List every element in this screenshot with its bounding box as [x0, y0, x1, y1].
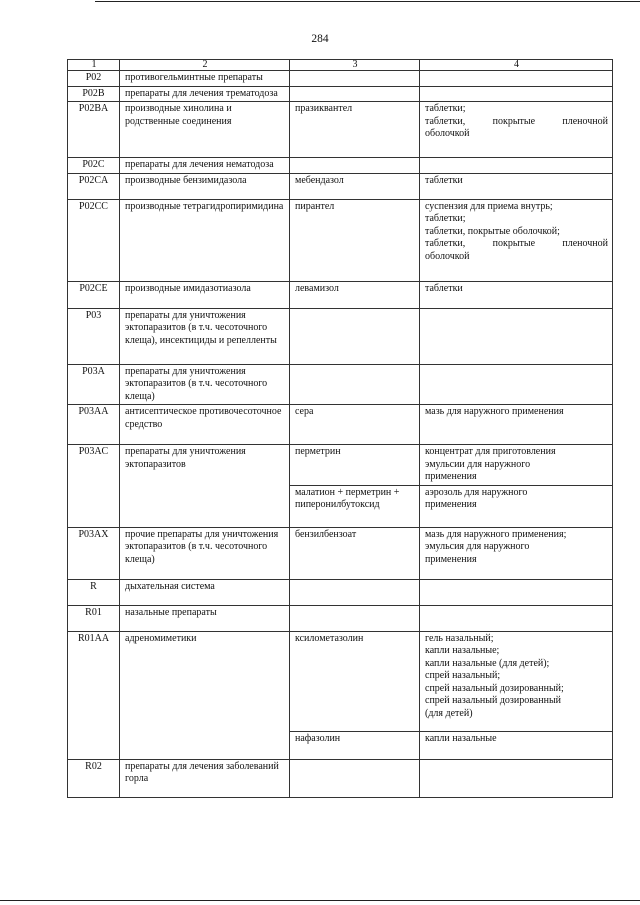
- dosage-forms: [420, 527, 613, 579]
- dosage-form: оболочкой: [425, 128, 470, 139]
- dosage-form: применения: [425, 471, 477, 482]
- dosage-form: гель назальный;: [425, 632, 494, 644]
- dosage-form: таблетки, покрытые пленочной: [425, 238, 608, 249]
- substance: [290, 71, 420, 87]
- column-number-3: 3: [290, 60, 420, 71]
- substance: [290, 308, 420, 364]
- table-row: [68, 579, 613, 605]
- dosage-form: применения: [425, 499, 477, 510]
- atc-group: препараты для лечения нематодоза: [120, 158, 290, 174]
- dosage-forms: [420, 631, 613, 731]
- atc-code: P02CA: [68, 173, 120, 199]
- column-number-2: 2: [120, 60, 290, 71]
- atc-group: назальные препараты: [120, 605, 290, 631]
- dosage-forms: [420, 308, 613, 364]
- dosage-form: спрей назальный дозированный;: [425, 682, 564, 694]
- dosage-form: эмульсия для наружного: [425, 541, 530, 552]
- column-number-4: 4: [420, 60, 613, 71]
- substance: [290, 158, 420, 174]
- dosage-form: применения: [425, 553, 477, 565]
- atc-code: R01: [68, 605, 120, 631]
- substance: нафазолин: [290, 731, 420, 759]
- dosage-forms: [420, 71, 613, 87]
- atc-code: P03AC: [68, 445, 120, 528]
- table-row: [68, 759, 613, 797]
- dosage-forms: [420, 364, 613, 405]
- atc-code: R: [68, 579, 120, 605]
- table-row: [68, 158, 613, 174]
- dosage-forms: [420, 199, 613, 281]
- scan-edge-line-top: [95, 1, 640, 2]
- table-row: [68, 308, 613, 364]
- dosage-form: таблетки, покрытые оболочкой;: [425, 225, 560, 237]
- dosage-forms: [420, 759, 613, 797]
- dosage-forms: [420, 405, 613, 445]
- atc-group: препараты для уничтожения эктопаразитов: [120, 445, 290, 528]
- atc-group: производные тетрагидропиримидина: [120, 199, 290, 281]
- dosage-form: аэрозоль для наружного: [425, 486, 528, 498]
- atc-group: производные бензимидазола: [120, 173, 290, 199]
- dosage-form: капли назальные: [425, 732, 497, 744]
- dosage-form: эмульсии для наружного: [425, 458, 531, 470]
- table-row: [68, 281, 613, 308]
- atc-code: P02CC: [68, 199, 120, 281]
- dosage-form: капли назальные (для детей);: [425, 657, 550, 669]
- atc-code: P02B: [68, 86, 120, 102]
- atc-group: препараты для уничтожения эктопаразитов (в т.ч. чесоточного клеща): [120, 364, 290, 405]
- dosage-form: таблетки, покрытые пленочной: [425, 115, 608, 127]
- atc-code: P02CE: [68, 281, 120, 308]
- substance: [290, 759, 420, 797]
- table-row: [68, 102, 613, 158]
- substance: [290, 579, 420, 605]
- dosage-forms: [420, 445, 613, 486]
- substance: сера: [290, 405, 420, 445]
- atc-code: R02: [68, 759, 120, 797]
- dosage-forms: [420, 102, 613, 158]
- substance: пирантел: [290, 199, 420, 281]
- atc-code: P03: [68, 308, 120, 364]
- atc-group: препараты для лечения заболеваний горла: [120, 759, 290, 797]
- scan-edge-line-bottom: [0, 900, 640, 901]
- atc-code: P03AX: [68, 527, 120, 579]
- dosage-forms: [420, 158, 613, 174]
- substance: празиквантел: [290, 102, 420, 158]
- substance: [290, 364, 420, 405]
- dosage-form: капли назальные;: [425, 645, 500, 656]
- atc-group: адреномиметики: [120, 631, 290, 759]
- atc-code: P03A: [68, 364, 120, 405]
- dosage-form: (для детей): [425, 707, 473, 719]
- atc-group: производные хинолина и родственные соединения: [120, 102, 290, 158]
- medicines-table: [67, 59, 613, 798]
- atc-group: препараты для лечения трематодоза: [120, 86, 290, 102]
- substance: малатион + перметрин + пиперонилбутоксид: [290, 485, 420, 527]
- atc-code: R01AA: [68, 631, 120, 759]
- table-row: [68, 605, 613, 631]
- substance: левамизол: [290, 281, 420, 308]
- dosage-form: концентрат для приготовления: [425, 446, 556, 457]
- dosage-forms: [420, 281, 613, 308]
- table-row: [68, 631, 613, 731]
- table-row: [68, 173, 613, 199]
- atc-group: прочие препараты для уничтожения эктопаразитов (в т.ч. чесоточного клеща): [120, 527, 290, 579]
- dosage-forms: [420, 173, 613, 199]
- dosage-form: суспензия для приема внутрь;: [425, 200, 553, 212]
- table-row: [68, 527, 613, 579]
- atc-group: антисептическое противочесоточное средство: [120, 405, 290, 445]
- dosage-form: оболочкой: [425, 250, 470, 262]
- dosage-form: спрей назальный;: [425, 670, 501, 681]
- dosage-form: таблетки;: [425, 103, 466, 114]
- dosage-form: спрей назальный дозированный: [425, 695, 562, 706]
- substance: мебендазол: [290, 173, 420, 199]
- atc-code: P02C: [68, 158, 120, 174]
- dosage-forms: [420, 86, 613, 102]
- table-row: [68, 86, 613, 102]
- table-row: [68, 364, 613, 405]
- atc-group: препараты для уничтожения эктопаразитов (в т.ч. чесоточного клеща), инсектициды и репелленты: [120, 308, 290, 364]
- substance: перметрин: [290, 445, 420, 486]
- substance: ксилометазолин: [290, 631, 420, 731]
- dosage-forms: [420, 485, 613, 527]
- table-row: [68, 405, 613, 445]
- atc-code: P02BA: [68, 102, 120, 158]
- atc-code: P02: [68, 71, 120, 87]
- table-row: [68, 71, 613, 87]
- substance: [290, 605, 420, 631]
- dosage-forms: [420, 579, 613, 605]
- atc-group: дыхательная система: [120, 579, 290, 605]
- dosage-forms: [420, 605, 613, 631]
- table-header-row: [68, 60, 613, 71]
- atc-group: противогельминтные препараты: [120, 71, 290, 87]
- dosage-form: таблетки;: [425, 213, 466, 224]
- substance: бензилбензоат: [290, 527, 420, 579]
- dosage-form: мазь для наружного применения: [425, 406, 564, 417]
- dosage-form: таблетки: [425, 282, 463, 294]
- dosage-form: мазь для наружного применения;: [425, 528, 567, 540]
- column-number-1: 1: [68, 60, 120, 71]
- substance: [290, 86, 420, 102]
- dosage-form: таблетки: [425, 174, 463, 186]
- dosage-forms: [420, 731, 613, 759]
- table-row: [68, 445, 613, 486]
- table-row: [68, 199, 613, 281]
- page-number: 284: [311, 33, 329, 45]
- atc-group: производные имидазотиазола: [120, 281, 290, 308]
- atc-code: P03AA: [68, 405, 120, 445]
